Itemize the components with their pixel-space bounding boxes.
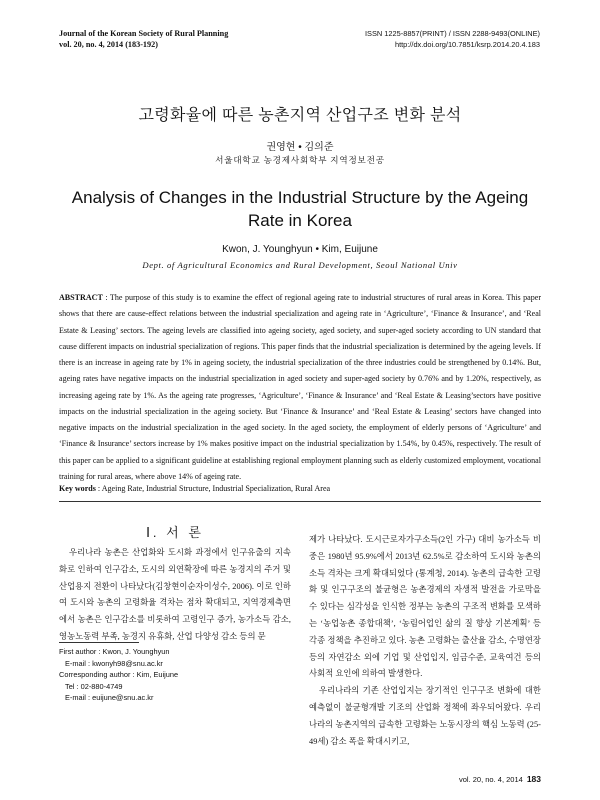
corresponding-author-note: Corresponding author : Kim, Euijune [59,670,179,679]
section-heading-introduction: Ⅰ. 서 론 [146,525,204,540]
corresponding-author-tel: Tel : 02-880-4749 [65,681,123,691]
abstract [59,290,541,485]
affiliation-english: Dept. of Agricultural Economics and Rural Development, Seoul National Univ [142,260,458,270]
journal-title: Journal of the Korean Society of Rural Planning [59,29,229,38]
affiliation-korean: 서울대학교 농경제사회학부 지역정보전공 [215,155,385,165]
footer-volume: vol. 20, no. 4, 2014 [459,775,523,784]
keywords-text: : Ageing Rate, Industrial Structure, Industrial Specialization, Rural Area [97,484,331,493]
abstract-text: : The purpose of this study is to examine the effect of regional ageing rate to industrial structures of rural areas in Korea. This paper shows that there are cause-effect relations between the industrial specialization and ageing rate in ‘Agriculture’, ‘Finance & Insurance’, and ‘Real Estate & Leasing’ sectors. The ageing levels are classified into ageing society, aged society, and super-aged society according to UN standard that cause different impacts on industrial specialization of regions. This paper finds that the industrial specialization is determined by the ageing levels. If there is an increase in ageing rate by 1% in ageing society, the industrial specialization of the three industries could be strengthened by 0.14%. But, ageing rates have negative impacts on the industrial specialization in aged society and super-aged society by 0.76% and by 1.20%, respectively, as increasing ageing rate by 1%. As the ageing rate progresses, ‘Agriculture’, ‘Finance & Insurance’ and ‘Real Estate & Leasing’sectors have positive impacts on the industrial specialization in the ageing society. But ‘Finance & Insurance’ and ‘Real Estate & Leasing’ sectors have changed into negative impacts on the industrial specialization in the aged society. In the aged society, the employment of elderly persons of ‘Agriculture’ and ‘Finance & Insurance’ sectors increase by 1% makes positive impact on the industrial specialization by 1.54%, by 0.45%, respectively. The result of this paper can be applied to a significant guideline at establishing regional employment planning such as elderly customized employment, vocational training for rural areas, where above 14% of ageing rate. [59,293,541,481]
body-paragraph: 우리나라의 기존 산업입지는 장기적인 인구구조 변화에 대한 예측없이 불균형개발 기조의 산업화 정책에 좌우되어왔다. 우리나라의 농촌지역의 급속한 고령화는 노동시장의 핵심 노동력 (25-49세) 감소 폭을 확대시키고, [309,686,541,746]
body-paragraph: 제가 나타났다. 도시근로자가구소득(2인 가구) 대비 농가소득 비중은 1980년 95.9%에서 2013년 62.5%로 감소하여 도시와 농촌의 소득 격차는 크게 확대되었다 (통계청, 2014). 농촌의 급속한 고령화 및 인구구조의 불균형은 농촌경제의 자생적 발전을 가로막을 수 있다는 심각성을 인식한 정부는 농촌의 구조적 변화를 모색하는 ‘농업농촌 종합대책’, ‘농림어업인 삶의 질 향상 기본계획’ 등 각종 정책을 추진하고 있다. 농촌 고령화는 출산율 감소, 수명연장 등의 자연감소 외에 기업 및 산업입지, 임금수준, 교육여건 등의 사회적 요인에 의하여 발생한다. [309,535,541,679]
corresponding-author-email[interactable]: E-mail : euijune@snu.ac.kr [65,693,154,702]
first-author-email[interactable]: E-mail : kwonyh98@snu.ac.kr [65,658,163,668]
journal-header [59,28,228,50]
body-right-column [309,532,541,750]
body-left-column: 우리나라 농촌은 산업화와 도시화 과정에서 인구유출의 지속화로 인하여 인구감소, 도시의 외연확장에 따른 농경지의 주거 및 산업용지 전환이 나타났다(김창현이순자이성수, 2006). 이로 인하여 도시와 농촌의 고령화율 격차는 점차 확대되고, 지역경제측면에서 농촌은 인구감소를 비롯하여 고령인구 증가, 농가소득 감소, 영농노동력 부족, 농경지 유휴화, 산업 다양성 감소 등의 문 [59,548,291,641]
keywords-label: Key words [59,484,96,493]
page-footer [459,774,541,784]
author-footnotes [59,646,178,704]
footnote-rule [59,642,139,643]
paper-title-english: Analysis of Changes in the Industrial Structure by the Ageing Rate in Korea [71,188,529,230]
paper-title-korean: 고령화율에 따른 농촌지역 산업구조 변화 분석 [138,107,462,124]
keywords [59,484,541,493]
page-number: 183 [526,774,541,784]
doi-link[interactable]: http://dx.doi.org/10.7851/ksrp.2014.20.4.183 [394,40,540,49]
authors-korean: 권영현 • 김의준 [266,142,334,153]
issn-text: ISSN 1225-8857(PRINT) / ISSN 2288-9493(ONLINE) [365,29,540,38]
abstract-label: ABSTRACT [59,293,103,302]
first-author-note: First author : Kwon, J. Younghyun [59,647,170,656]
issn-doi-block [365,28,540,50]
volume-info: vol. 20, no. 4, 2014 (183-192) [59,40,158,49]
authors-english: Kwon, J. Younghyun • Kim, Euijune [222,244,378,255]
section-divider [59,501,541,502]
